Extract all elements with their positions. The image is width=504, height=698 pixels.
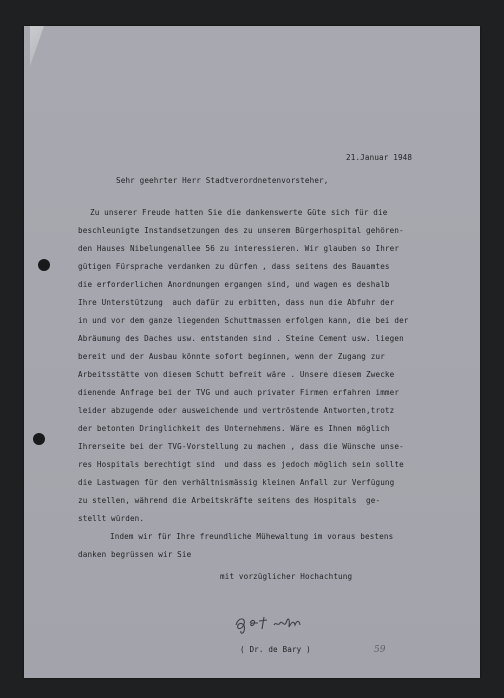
letter-salutation: Sehr geehrter Herr Stadtverordnetenvorsteher, [116, 176, 329, 185]
letter-date: 21.Januar 1948 [346, 153, 413, 162]
body-line: die erforderlichen Anordnungen ergangen sind, und wagen es deshalb [78, 280, 390, 289]
closing-line: danken begrüssen wir Sie [78, 550, 192, 559]
body-line: Ihre Unterstützung auch dafür zu erbitten, dass nun die Abfuhr der [78, 298, 395, 307]
body-line: zu stellen, während die Arbeitskräfte seitens des Hospitals ge- [78, 496, 381, 505]
body-line: leider abzugende oder ausweichende und vertröstende Antworten,trotz [78, 406, 395, 415]
body-line: dienende Anfrage bei der TVG und auch privater Firmen erfahren immer [78, 388, 400, 397]
body-line: beschleunigte Instandsetzungen des zu unserem Bürgerhospital gehören- [78, 226, 404, 235]
handwritten-signature [232, 611, 322, 635]
body-line: gütigen Fürsprache verdanken zu dürfen , dass seitens des Bauamtes [78, 262, 390, 271]
body-line: in und vor dem ganze liegenden Schuttmassen erfolgen kann, die bei der [78, 316, 409, 325]
body-line: Ihrerseite bei der TVG-Vorstellung zu machen , dass die Wünsche unse- [78, 442, 404, 451]
punch-hole-lower [33, 433, 45, 445]
body-line: Zu unserer Freude hatten Sie die dankenswerte Güte sich für die [90, 208, 388, 217]
body-line: bereit und der Ausbau könnte sofort beginnen, wenn der Zugang zur [78, 352, 385, 361]
complimentary-close: mit vorzüglicher Hochachtung [220, 572, 353, 581]
body-line: der betonten Dringlichkeit des Unternehmens. Wäre es Ihnen möglich [78, 424, 390, 433]
closing-line: Indem wir für Ihre freundliche Mühewaltung im voraus bestens [110, 532, 394, 541]
body-line: res Hospitals berechtigt sind und dass es jedoch möglich sein sollte [78, 460, 404, 469]
body-line: stellt würden. [78, 514, 145, 523]
signatory-name: ( Dr. de Bary ) [240, 645, 311, 654]
page-number: 59 [374, 645, 386, 655]
body-line: die Lastwagen für den verhältnismässig kleinen Anfall zur Verfügung [78, 478, 395, 487]
body-line: Abräumung des Daches usw. entstanden sind . Steine Cement usw. liegen [78, 334, 404, 343]
body-line: den Hauses Nibelungenallee 56 zu interessieren. Wir glauben so Ihrer [78, 244, 400, 253]
body-line: Arbeitsstätte von diesem Schutt befreit wäre . Unsere diesem Zwecke [78, 370, 395, 379]
punch-hole-upper [38, 259, 50, 271]
